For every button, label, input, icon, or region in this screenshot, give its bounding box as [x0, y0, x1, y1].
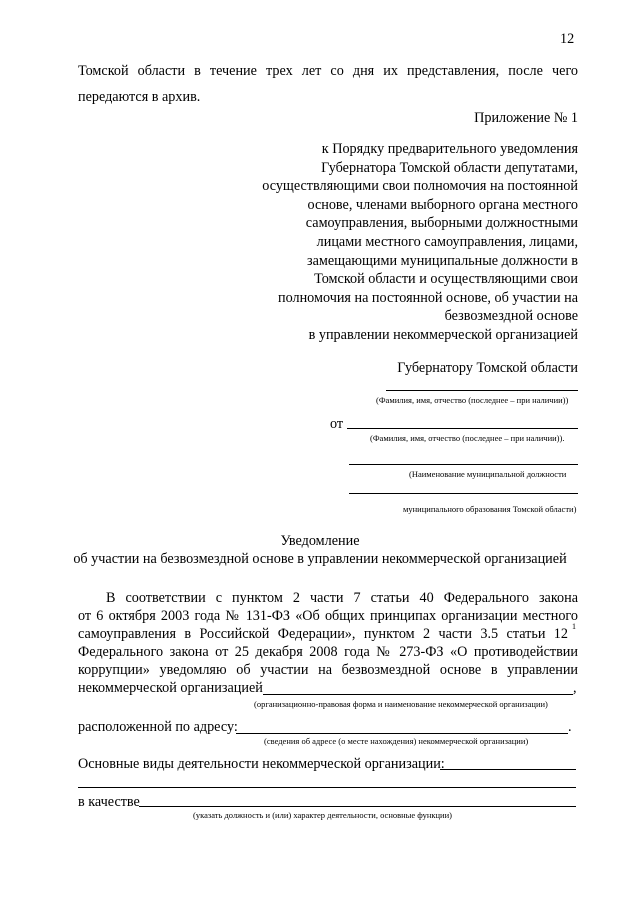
appendix-title: Приложение № 1 [474, 110, 578, 126]
appendix-line: основе, членами выборного органа местного [307, 196, 578, 213]
from-label: от [330, 416, 344, 432]
role-caption: (указать должность и (или) характер деятельности, основные функции) [193, 810, 452, 820]
body-line-3 [78, 622, 578, 643]
activities-field-line-2[interactable] [78, 787, 576, 788]
address-end: . [568, 719, 572, 735]
name-field-line-1[interactable] [386, 390, 578, 391]
activities-label: Основные виды деятельности некоммерческой организации: [78, 756, 445, 772]
body-line-5: коррупции» уведомляю об участии на безвозмездной основе в управлении [78, 662, 578, 678]
appendix-line: к Порядку предварительного уведомления [321, 141, 578, 157]
name-field-line-2[interactable] [347, 428, 578, 429]
appendix-line: осуществляющими свои полномочия на постоянной [262, 178, 578, 195]
org-line-end: , [573, 680, 577, 696]
body-line-1: В соответствии с пунктом 2 части 7 статьи 40 Федерального закона [106, 590, 578, 606]
role-field-line[interactable] [139, 806, 576, 807]
appendix-line: в управлении некоммерческой организацией [308, 326, 578, 343]
org-caption: (организационно-правовая форма и наименование некоммерческой организации) [254, 699, 548, 709]
position-field-line[interactable] [349, 464, 578, 465]
notice-title: Уведомление [280, 533, 360, 549]
name-caption-2: (Фамилия, имя, отчество (последнее – при наличии)). [370, 433, 565, 443]
intro-line-1: Томской области в течение трех лет со дня их представления, после чего [78, 63, 578, 79]
addressee-to: Губернатору Томской области [397, 360, 578, 376]
appendix-line: самоуправления, выборными должностными [305, 215, 578, 232]
org-field-line[interactable] [263, 694, 573, 695]
address-caption: (сведения об адресе (о месте нахождения) некоммерческой организации) [264, 736, 529, 746]
body-line-4: Федерального закона от 25 декабря 2008 года № 273-ФЗ «О противодействии [78, 644, 578, 660]
appendix-line: Томской области и осуществляющими свои [314, 271, 578, 288]
name-caption-1: (Фамилия, имя, отчество (последнее – при наличии)) [376, 395, 569, 405]
address-field-line[interactable] [236, 733, 568, 734]
role-label: в качестве [78, 794, 140, 810]
appendix-line: полномочия на постоянной основе, об участии на [278, 289, 578, 306]
appendix-line: Губернатора Томской области депутатами, [321, 159, 578, 176]
page-number: 12 [560, 31, 575, 47]
footnote-sup: 1 [572, 622, 576, 631]
body-line-6: некоммерческой организацией [78, 680, 263, 696]
appendix-text [238, 140, 578, 345]
body-line-3-text: самоуправления в Российской Федерации», пунктом 2 части 3.5 статьи 12 [78, 626, 568, 642]
activities-field-line[interactable] [440, 769, 576, 770]
body-line-2: от 6 октября 2003 года № 131-ФЗ «Об общих принципах организации местного [78, 608, 578, 624]
address-label: расположенной по адресу: [78, 719, 238, 735]
position-caption: (Наименование муниципальной должности [409, 469, 567, 479]
appendix-line: лицами местного самоуправления, лицами, [316, 233, 578, 250]
appendix-line: безвозмездной основе [444, 308, 578, 325]
notice-subtitle: об участии на безвозмездной основе в управлении некоммерческой организацией [73, 551, 567, 567]
municipality-field-line[interactable] [349, 493, 578, 494]
appendix-line: замещающими муниципальные должности в [307, 252, 578, 269]
intro-line-2: передаются в архив. [78, 89, 201, 105]
municipality-caption: муниципального образования Томской области) [403, 504, 577, 514]
